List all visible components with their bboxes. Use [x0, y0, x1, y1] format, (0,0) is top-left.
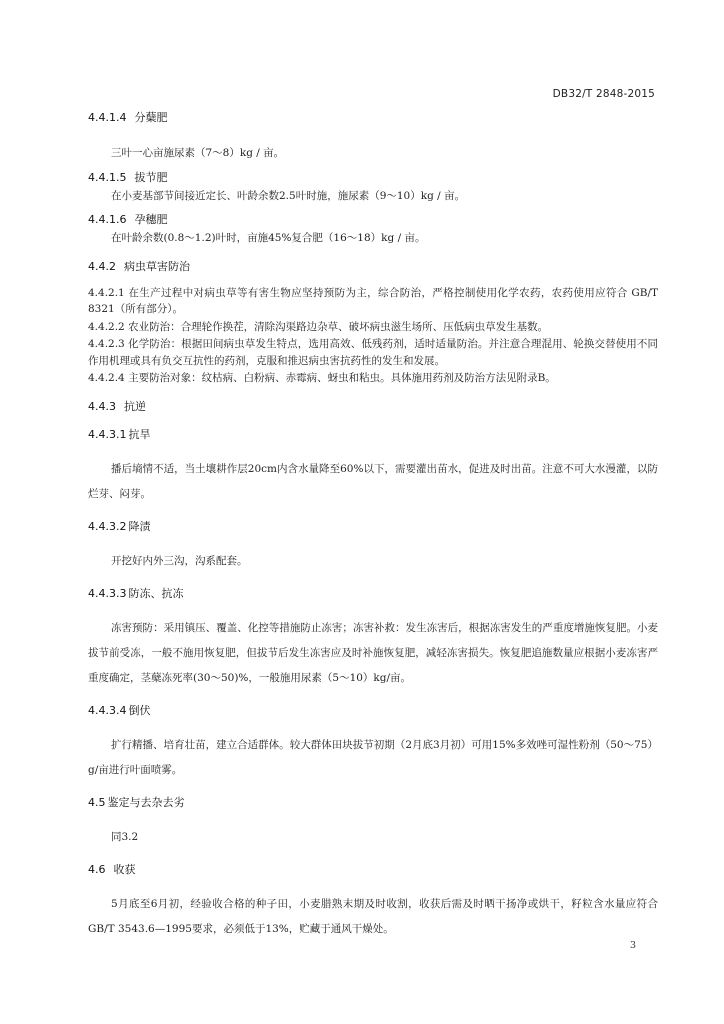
- section-heading-4-4-3-2: [88, 519, 658, 535]
- section-title: 病虫草害防治: [124, 259, 190, 273]
- paragraph-jointing-fertilizer: 在小麦基部节间接近定长、叶龄余数2.5叶时施，施尿素（9～10）kg / 亩。: [111, 189, 466, 202]
- paragraph-frost-protection: 冻害预防：采用镇压、覆盖、化控等措施防止冻害；冻害补救：发生冻害后，根据冻害发生的严重度增施恢复肥。小麦拔节前受冻，一般不施用恢复肥，但拔节后发生冻害应及时补施恢复肥，减轻冻害损失。恢复肥追施数量应根据小麦冻害严重度确定，茎蘖冻死率(30～50)%，一般施用尿素（5～10）kg/亩。: [88, 621, 658, 684]
- paragraph-lodging: 扩行精播、培育壮苗，建立合适群体。较大群体田块拔节初期（2月底3月初）可用15%多效唑可湿性粉剂（50～75）g/亩进行叶面喷雾。: [88, 738, 658, 776]
- section-number: 4.4.1.6: [88, 213, 127, 226]
- section-title: 拔节肥: [134, 170, 168, 184]
- paragraph-booting-fertilizer: 在叶龄余数(0.8～1.2)叶时，亩施45%复合肥（16～18）kg / 亩。: [111, 232, 426, 244]
- section-title: 收获: [113, 862, 136, 876]
- section-number: 4.4.2: [88, 259, 116, 273]
- page-number: 3: [629, 940, 636, 951]
- section-number: 4.4.1.4: [88, 111, 127, 124]
- section-title: 倒伏: [128, 703, 151, 717]
- section-title: 降渍: [128, 519, 151, 533]
- list-item-4-4-2-2: 4.4.2.2 农业防治：合理轮作换茬，清除沟渠路边杂草、破坏病虫滋生场所、压低病虫草发生基数。: [88, 320, 549, 333]
- section-heading-4-4-1-5: [88, 170, 658, 186]
- section-heading-4-5: [88, 795, 658, 811]
- section-title: 防冻、抗冻: [128, 586, 184, 600]
- section-heading-4-4-1-6: [88, 212, 658, 228]
- section-number: 4.5: [88, 795, 106, 809]
- section-number: 4.4.3: [88, 399, 116, 413]
- document-code: DB32/T 2848-2015: [552, 88, 655, 100]
- section-heading-4-4-3-1: [88, 427, 658, 443]
- section-heading-4-4-3-3: [88, 586, 658, 602]
- paragraph-identification: 同3.2: [111, 830, 139, 843]
- list-item-4-4-2-3: 4.4.2.3 化学防治：根据田间病虫草发生特点，选用高效、低残药剂，适时适量防治。并注意合理混用、轮换交替使用不同作用机理或具有负交互抗性的药剂，克服和推迟病虫害抗药性的发生和发展。: [88, 338, 658, 367]
- section-title: 抗逆: [124, 399, 146, 413]
- section-number: 4.4.3.3: [88, 586, 127, 600]
- section-heading-4-4-3: [88, 399, 658, 415]
- document-body: [88, 110, 658, 942]
- section-title: 鉴定与去杂去劣: [107, 795, 185, 809]
- section-heading-4-4-1-4: [88, 110, 658, 126]
- section-number: 4.4.3.2: [88, 519, 127, 533]
- section-number: 4.4.3.1: [88, 427, 127, 441]
- section-number: 4.4.3.4: [88, 703, 127, 717]
- list-item-4-4-2-1: 4.4.2.1 在生产过程中对病虫草等有害生物应坚持预防为主，综合防治，严格控制使用化学农药，农药使用应符合 GB/T 8321（所有部分）。: [88, 286, 658, 315]
- section-title: 孕穗肥: [134, 213, 168, 226]
- paragraph-waterlogging: 开挖好内外三沟，沟系配套。: [111, 554, 248, 567]
- section-title: 抗旱: [128, 427, 151, 441]
- section-number: 4.6: [88, 862, 106, 876]
- paragraph-drought-resistance: 播后墒情不适，当土壤耕作层20cm内含水量降至60%以下，需要灌出苗水，促进及时出苗。注意不可大水漫灌，以防烂芽、闷芽。: [88, 462, 658, 500]
- paragraph-tillering-fertilizer: 三叶一心亩施尿素（7～8）kg / 亩。: [111, 147, 285, 159]
- paragraph-harvest: 5月底至6月初，经验收合格的种子田，小麦腊熟末期及时收割，收获后需及时晒干扬净或烘干，籽粒含水量应符合GB/T 3543.6—1995要求，必须低于13%，贮藏于通风干燥处。: [88, 897, 658, 935]
- section-number: 4.4.1.5: [88, 170, 127, 184]
- section-heading-4-6: [88, 862, 658, 878]
- list-item-4-4-2-4: 4.4.2.4 主要防治对象：纹枯病、白粉病、赤霉病、蚜虫和粘虫。具体施用药剂及防治方法见附录B。: [88, 372, 556, 384]
- section-title: 分蘖肥: [134, 111, 168, 124]
- section-heading-4-4-3-4: [88, 703, 658, 719]
- section-heading-4-4-2: [88, 259, 658, 275]
